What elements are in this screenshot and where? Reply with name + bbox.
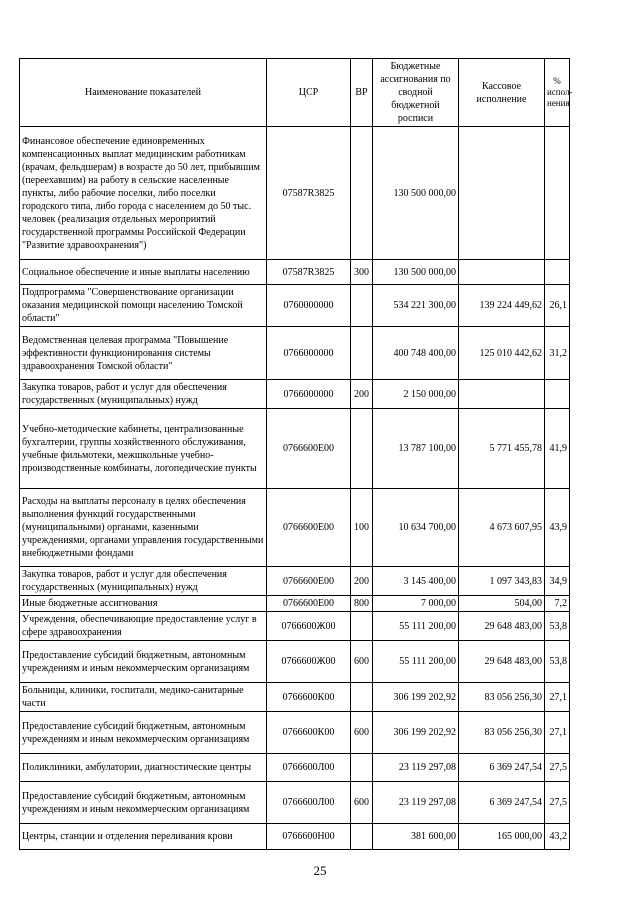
row-exec: 504,00 [459,596,545,612]
table-row [20,127,570,260]
row-vr [351,824,373,850]
row-plan: 23 119 297,08 [373,782,459,824]
table-row [20,260,570,285]
header-vr: ВР [351,59,373,127]
row-csr: 0766600Ж00 [267,612,351,641]
row-csr: 0766600К00 [267,683,351,712]
row-pct: 27,5 [545,782,570,824]
row-pct [545,127,570,260]
row-exec [459,127,545,260]
header-exec: Кассовое исполнение [459,59,545,127]
row-pct [545,380,570,409]
row-csr: 0766600Е00 [267,596,351,612]
table-row [20,327,570,380]
row-name: Учреждения, обеспечивающие предоставление услуг в сфере здравоохранения [20,612,267,641]
row-plan: 55 111 200,00 [373,612,459,641]
row-plan: 534 221 300,00 [373,285,459,327]
row-exec: 29 648 483,00 [459,612,545,641]
row-csr: 0766600Е00 [267,489,351,567]
table-row [20,782,570,824]
header-plan: Бюджетные ассигнования по сводной бюджетной росписи [373,59,459,127]
row-exec: 5 771 455,78 [459,409,545,489]
row-name: Предоставление субсидий бюджетным, автономным учреждениям и иным некоммерческим организациям [20,641,267,683]
row-name: Расходы на выплаты персоналу в целях обеспечения выполнения функций государственными (муниципальными) органами, казенными учреждениями, органами управления государственными внебюджетными фондами [20,489,267,567]
row-vr [351,285,373,327]
row-name: Поликлиники, амбулатории, диагностические центры [20,754,267,782]
row-plan: 381 600,00 [373,824,459,850]
row-pct: 27,5 [545,754,570,782]
row-pct: 53,8 [545,612,570,641]
row-pct: 43,2 [545,824,570,850]
row-plan: 23 119 297,08 [373,754,459,782]
row-exec: 83 056 256,30 [459,712,545,754]
row-vr: 600 [351,641,373,683]
row-name: Иные бюджетные ассигнования [20,596,267,612]
row-csr: 07587R3825 [267,260,351,285]
table-row [20,489,570,567]
row-name: Предоставление субсидий бюджетным, автономным учреждениям и иным некоммерческим организациям [20,782,267,824]
row-plan: 7 000,00 [373,596,459,612]
header-csr: ЦСР [267,59,351,127]
table-row [20,683,570,712]
table-row [20,567,570,596]
row-vr [351,409,373,489]
row-vr: 300 [351,260,373,285]
row-vr [351,612,373,641]
row-csr: 0766600Е00 [267,409,351,489]
row-exec: 1 097 343,83 [459,567,545,596]
row-pct: 7,2 [545,596,570,612]
row-exec: 83 056 256,30 [459,683,545,712]
row-csr: 0766000000 [267,327,351,380]
row-name: Закупка товаров, работ и услуг для обеспечения государственных (муниципальных) нужд [20,380,267,409]
row-name: Центры, станции и отделения переливания крови [20,824,267,850]
row-plan: 3 145 400,00 [373,567,459,596]
budget-table [19,58,573,850]
table-row [20,641,570,683]
row-exec: 125 010 442,62 [459,327,545,380]
row-csr: 0766600Л00 [267,754,351,782]
header-pct: % испол-нения [545,59,570,127]
row-exec [459,380,545,409]
row-plan: 306 199 202,92 [373,712,459,754]
row-exec: 4 673 607,95 [459,489,545,567]
row-csr: 0766600Е00 [267,567,351,596]
row-exec: 6 369 247,54 [459,754,545,782]
row-pct: 27,1 [545,712,570,754]
table-row [20,612,570,641]
row-plan: 55 111 200,00 [373,641,459,683]
row-csr: 0766600Л00 [267,782,351,824]
row-vr: 200 [351,567,373,596]
row-exec: 139 224 449,62 [459,285,545,327]
row-plan: 130 500 000,00 [373,127,459,260]
row-plan: 400 748 400,00 [373,327,459,380]
row-vr [351,683,373,712]
page-number: 25 [313,863,327,878]
row-plan: 13 787 100,00 [373,409,459,489]
row-vr: 100 [351,489,373,567]
table-row [20,824,570,850]
row-name: Предоставление субсидий бюджетным, автономным учреждениям и иным некоммерческим организациям [20,712,267,754]
row-plan: 10 634 700,00 [373,489,459,567]
row-vr: 200 [351,380,373,409]
row-csr: 0760000000 [267,285,351,327]
row-pct: 27,1 [545,683,570,712]
table-row [20,754,570,782]
row-csr: 0766600Ж00 [267,641,351,683]
row-vr: 600 [351,782,373,824]
table-row [20,596,570,612]
row-pct: 31,2 [545,327,570,380]
row-exec: 6 369 247,54 [459,782,545,824]
row-pct: 26,1 [545,285,570,327]
row-name: Учебно-методические кабинеты, централизованные бухгалтерии, группы хозяйственного обслуживания, учебные фильмотеки, межшкольные учебно-производственные комбинаты, логопедические пункты [20,409,267,489]
row-pct [545,260,570,285]
row-pct: 34,9 [545,567,570,596]
row-csr: 0766600Н00 [267,824,351,850]
row-pct: 41,9 [545,409,570,489]
row-vr: 600 [351,712,373,754]
row-csr: 0766600К00 [267,712,351,754]
row-plan: 130 500 000,00 [373,260,459,285]
row-vr [351,327,373,380]
row-name: Закупка товаров, работ и услуг для обеспечения государственных (муниципальных) нужд [20,567,267,596]
row-exec: 29 648 483,00 [459,641,545,683]
row-plan: 306 199 202,92 [373,683,459,712]
header-name: Наименование показателей [20,59,267,127]
row-csr: 07587R3825 [267,127,351,260]
row-plan: 2 150 000,00 [373,380,459,409]
row-vr [351,754,373,782]
row-name: Ведомственная целевая программа "Повышение эффективности функционирования системы здравоохранения Томской области" [20,327,267,380]
table-row [20,285,570,327]
row-vr: 800 [351,596,373,612]
row-pct: 53,8 [545,641,570,683]
table-row [20,409,570,489]
row-exec: 165 000,00 [459,824,545,850]
row-exec [459,260,545,285]
table-row [20,712,570,754]
row-name: Финансовое обеспечение единовременных компенсационных выплат медицинским работникам (врачам, фельдшерам) в возрасте до 50 лет, прибывшим (переехавшим) на работу в сельские населенные пункты, либо рабочие поселки, либо поселки городского типа, либо города с населением до 50 тыс. человек (реализация отдельных мероприятий государственной программы Российской Федерации "Развитие здравоохранения") [20,127,267,260]
row-name: Социальное обеспечение и иные выплаты населению [20,260,267,285]
table-row [20,380,570,409]
row-name: Подпрограмма "Совершенствование организации оказания медицинской помощи населению Томской области" [20,285,267,327]
table-header-row [20,59,570,127]
row-vr [351,127,373,260]
row-pct: 43,9 [545,489,570,567]
row-name: Больницы, клиники, госпитали, медико-санитарные части [20,683,267,712]
row-csr: 0766000000 [267,380,351,409]
